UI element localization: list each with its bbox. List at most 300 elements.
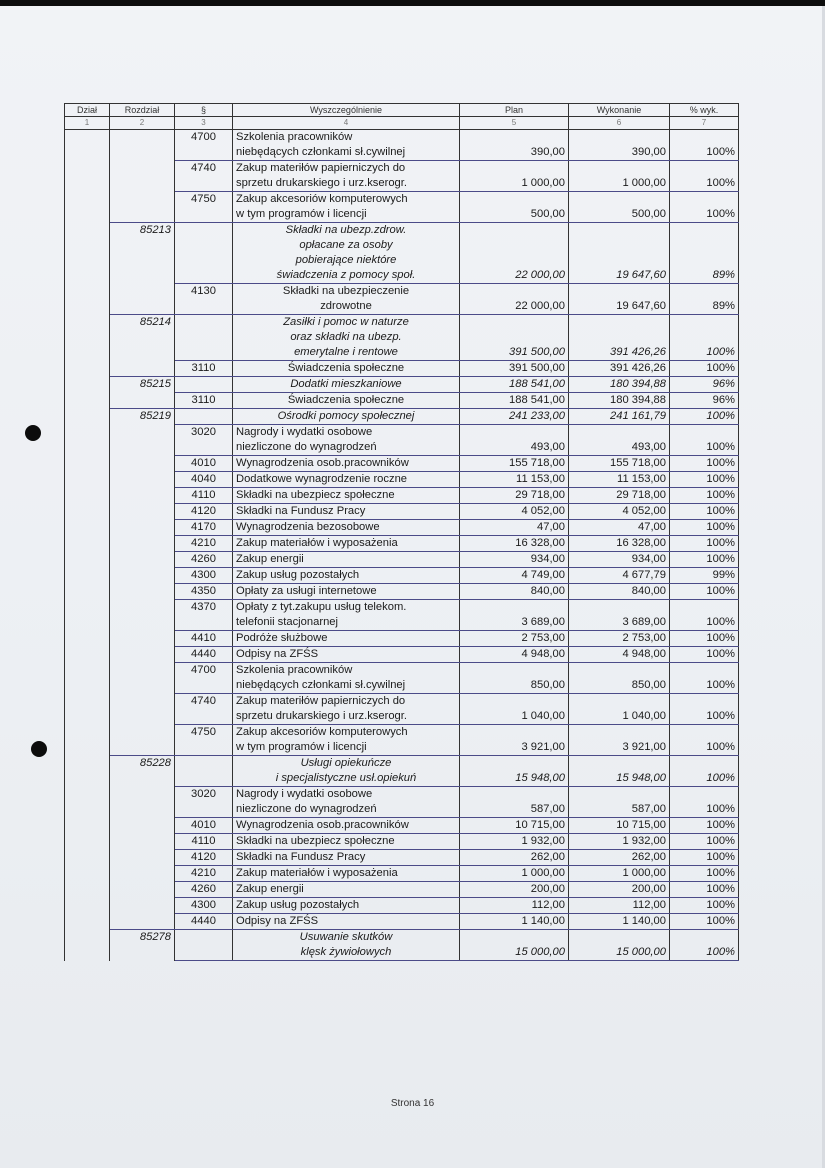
header-wyszczegolnienie: Wyszczególnienie — [233, 104, 460, 117]
cell-wykonanie: 4 948,00 — [569, 647, 670, 663]
cell-description — [233, 393, 460, 409]
description-line: Wynagrodzenia bezosobowe — [236, 521, 380, 533]
description-line: niebędących członkami sł.cywilnej — [236, 146, 406, 158]
cell-plan: 391 500,00 — [460, 315, 569, 361]
cell-paragraf — [175, 377, 233, 393]
table-row — [65, 882, 739, 898]
cell-wykonanie: 4 677,79 — [569, 568, 670, 584]
cell-rozdzial — [110, 647, 175, 663]
description-line: Zakup materiałów i wyposażenia — [236, 867, 398, 879]
cell-wykonanie: 15 000,00 — [569, 930, 670, 961]
cell-paragraf: 4300 — [175, 898, 233, 914]
cell-procent: 99% — [670, 568, 739, 584]
cell-procent: 100% — [670, 552, 739, 568]
budget-table — [64, 103, 739, 961]
cell-procent: 100% — [670, 756, 739, 787]
cell-description — [233, 425, 460, 456]
description-line: telefonii stacjonarnej — [236, 616, 338, 628]
page-number: Strona 16 — [390, 1098, 435, 1109]
table-row — [65, 898, 739, 914]
description-line: Zakup materiłów papierniczych do — [236, 162, 406, 174]
cell-dzial — [65, 315, 110, 361]
description-line: klęsk żywiołowych — [300, 946, 392, 958]
cell-wykonanie: 1 040,00 — [569, 694, 670, 725]
description-line: Składki na ubezpiecz społeczne — [236, 835, 395, 847]
cell-procent: 100% — [670, 584, 739, 600]
table-row-subtotal — [65, 377, 739, 393]
cell-paragraf: 4010 — [175, 456, 233, 472]
table-row — [65, 284, 739, 315]
cell-plan: 840,00 — [460, 584, 569, 600]
cell-dzial — [65, 130, 110, 161]
cell-procent: 100% — [670, 631, 739, 647]
cell-paragraf — [175, 315, 233, 361]
cell-rozdzial — [110, 600, 175, 631]
description-line: sprzetu drukarskiego i urz.kserogr. — [236, 710, 407, 722]
description-line: Podróże służbowe — [236, 632, 328, 644]
cell-description — [233, 725, 460, 756]
cell-rozdzial — [110, 456, 175, 472]
cell-plan: 29 718,00 — [460, 488, 569, 504]
cell-procent: 100% — [670, 600, 739, 631]
description-line: Składki na Fundusz Pracy — [236, 851, 366, 863]
table-row — [65, 393, 739, 409]
cell-wykonanie: 1 000,00 — [569, 161, 670, 192]
header-row — [65, 104, 739, 117]
cell-wykonanie: 934,00 — [569, 552, 670, 568]
cell-rozdzial — [110, 361, 175, 377]
punch-hole-icon — [31, 741, 47, 757]
table-row — [65, 520, 739, 536]
description-line: Zakup usług pozostałych — [236, 569, 360, 581]
cell-description — [233, 223, 460, 284]
cell-plan: 22 000,00 — [460, 223, 569, 284]
cell-wykonanie: 200,00 — [569, 882, 670, 898]
cell-wykonanie: 15 948,00 — [569, 756, 670, 787]
header-number-row — [65, 117, 739, 130]
description-line: niezliczone do wynagrodzeń — [236, 441, 377, 453]
cell-dzial — [65, 898, 110, 914]
description-line: Odpisy na ZFŚS — [236, 648, 319, 660]
table-row — [65, 600, 739, 631]
header-num: 6 — [569, 117, 670, 130]
cell-procent: 100% — [670, 192, 739, 223]
description-line: oraz składki na ubezp. — [290, 331, 402, 343]
cell-dzial — [65, 284, 110, 315]
cell-dzial — [65, 377, 110, 393]
cell-paragraf: 4370 — [175, 600, 233, 631]
cell-paragraf: 4210 — [175, 536, 233, 552]
cell-dzial — [65, 161, 110, 192]
cell-paragraf: 4440 — [175, 914, 233, 930]
cell-paragraf: 4700 — [175, 663, 233, 694]
description-line: Dodatki mieszkaniowe — [290, 378, 402, 390]
table-row — [65, 361, 739, 377]
cell-description — [233, 756, 460, 787]
cell-dzial — [65, 393, 110, 409]
cell-plan: 47,00 — [460, 520, 569, 536]
table-row — [65, 663, 739, 694]
cell-wykonanie: 587,00 — [569, 787, 670, 818]
cell-description — [233, 536, 460, 552]
description-line: Wynagrodzenia osob.pracowników — [236, 457, 409, 469]
cell-rozdzial — [110, 850, 175, 866]
cell-paragraf: 4410 — [175, 631, 233, 647]
table-row — [65, 472, 739, 488]
cell-plan: 200,00 — [460, 882, 569, 898]
header-dzial: Dział — [65, 104, 110, 117]
table-row — [65, 914, 739, 930]
table-row — [65, 834, 739, 850]
cell-description — [233, 568, 460, 584]
table-row — [65, 818, 739, 834]
cell-wykonanie: 390,00 — [569, 130, 670, 161]
cell-paragraf: 3020 — [175, 787, 233, 818]
header-plan: Plan — [460, 104, 569, 117]
cell-plan: 934,00 — [460, 552, 569, 568]
cell-rozdzial: 85213 — [110, 223, 175, 284]
cell-plan: 11 153,00 — [460, 472, 569, 488]
cell-description — [233, 866, 460, 882]
cell-description — [233, 409, 460, 425]
cell-paragraf — [175, 930, 233, 961]
description-line: sprzetu drukarskiego i urz.kserogr. — [236, 177, 407, 189]
cell-plan: 1 140,00 — [460, 914, 569, 930]
header-num: 1 — [65, 117, 110, 130]
cell-wykonanie: 3 689,00 — [569, 600, 670, 631]
description-line: Wynagrodzenia osob.pracowników — [236, 819, 409, 831]
cell-description — [233, 361, 460, 377]
description-line: opłacane za osoby — [299, 239, 393, 251]
cell-dzial — [65, 192, 110, 223]
cell-dzial — [65, 425, 110, 456]
cell-plan: 112,00 — [460, 898, 569, 914]
cell-procent: 96% — [670, 393, 739, 409]
cell-rozdzial: 85214 — [110, 315, 175, 361]
cell-description — [233, 694, 460, 725]
cell-wykonanie: 1 140,00 — [569, 914, 670, 930]
cell-paragraf: 4210 — [175, 866, 233, 882]
cell-wykonanie: 4 052,00 — [569, 504, 670, 520]
description-line: pobierające niektóre — [295, 254, 397, 266]
description-line: w tym programów i licencji — [236, 208, 367, 220]
description-line: Odpisy na ZFŚS — [236, 915, 319, 927]
description-line: Świadczenia społeczne — [287, 362, 405, 374]
header-num: 5 — [460, 117, 569, 130]
cell-rozdzial — [110, 725, 175, 756]
cell-plan: 500,00 — [460, 192, 569, 223]
table-body — [65, 130, 739, 961]
cell-description — [233, 850, 460, 866]
cell-procent: 100% — [670, 647, 739, 663]
cell-description — [233, 161, 460, 192]
cell-plan: 241 233,00 — [460, 409, 569, 425]
table-row — [65, 192, 739, 223]
cell-description — [233, 504, 460, 520]
cell-procent: 100% — [670, 694, 739, 725]
cell-wykonanie: 493,00 — [569, 425, 670, 456]
cell-rozdzial — [110, 818, 175, 834]
cell-description — [233, 472, 460, 488]
cell-dzial — [65, 647, 110, 663]
table-row — [65, 584, 739, 600]
description-line: Zakup materiałów i wyposażenia — [236, 537, 398, 549]
cell-procent: 96% — [670, 377, 739, 393]
cell-description — [233, 818, 460, 834]
cell-plan: 1 040,00 — [460, 694, 569, 725]
cell-dzial — [65, 631, 110, 647]
cell-plan: 15 948,00 — [460, 756, 569, 787]
cell-wykonanie: 16 328,00 — [569, 536, 670, 552]
cell-rozdzial — [110, 568, 175, 584]
cell-dzial — [65, 850, 110, 866]
cell-procent: 89% — [670, 284, 739, 315]
header-num: 2 — [110, 117, 175, 130]
cell-rozdzial — [110, 552, 175, 568]
cell-wykonanie: 47,00 — [569, 520, 670, 536]
header-paragraf: § — [175, 104, 233, 117]
cell-plan: 493,00 — [460, 425, 569, 456]
table-row — [65, 866, 739, 882]
cell-wykonanie: 500,00 — [569, 192, 670, 223]
cell-description — [233, 130, 460, 161]
header-rozdzial: Rozdział — [110, 104, 175, 117]
cell-dzial — [65, 663, 110, 694]
cell-dzial — [65, 552, 110, 568]
cell-rozdzial: 85228 — [110, 756, 175, 787]
description-line: Zakup materiłów papierniczych do — [236, 695, 406, 707]
cell-description — [233, 787, 460, 818]
cell-wykonanie: 850,00 — [569, 663, 670, 694]
description-line: Zakup energii — [236, 553, 304, 565]
description-line: niebędących członkami sł.cywilnej — [236, 679, 406, 691]
cell-paragraf: 4110 — [175, 488, 233, 504]
cell-plan: 155 718,00 — [460, 456, 569, 472]
cell-wykonanie: 155 718,00 — [569, 456, 670, 472]
cell-dzial — [65, 882, 110, 898]
cell-description — [233, 898, 460, 914]
cell-procent: 100% — [670, 882, 739, 898]
cell-paragraf: 4300 — [175, 568, 233, 584]
cell-plan: 4 749,00 — [460, 568, 569, 584]
cell-rozdzial — [110, 284, 175, 315]
table-row — [65, 130, 739, 161]
cell-plan: 587,00 — [460, 787, 569, 818]
cell-wykonanie: 3 921,00 — [569, 725, 670, 756]
cell-plan: 1 000,00 — [460, 161, 569, 192]
description-line: Zakup akcesoriów komputerowych — [236, 193, 408, 205]
cell-plan: 1 000,00 — [460, 866, 569, 882]
cell-procent: 89% — [670, 223, 739, 284]
description-line: Nagrody i wydatki osobowe — [236, 788, 373, 800]
description-line: Opłaty z tyt.zakupu usług telekom. — [236, 601, 407, 613]
cell-plan: 262,00 — [460, 850, 569, 866]
cell-description — [233, 377, 460, 393]
description-line: Zakup usług pozostałych — [236, 899, 360, 911]
cell-dzial — [65, 914, 110, 930]
cell-procent: 100% — [670, 834, 739, 850]
description-line: Składki na Fundusz Pracy — [236, 505, 366, 517]
cell-rozdzial — [110, 866, 175, 882]
cell-description — [233, 584, 460, 600]
cell-description — [233, 914, 460, 930]
description-line: zdrowotne — [320, 300, 372, 312]
cell-rozdzial — [110, 787, 175, 818]
cell-plan: 2 753,00 — [460, 631, 569, 647]
table-row — [65, 488, 739, 504]
cell-paragraf: 4750 — [175, 725, 233, 756]
cell-wykonanie: 840,00 — [569, 584, 670, 600]
cell-rozdzial — [110, 898, 175, 914]
cell-procent: 100% — [670, 456, 739, 472]
description-line: Składki na ubezpiecz społeczne — [236, 489, 395, 501]
cell-procent: 100% — [670, 850, 739, 866]
cell-procent: 100% — [670, 504, 739, 520]
cell-wykonanie: 1 000,00 — [569, 866, 670, 882]
description-line: Zakup akcesoriów komputerowych — [236, 726, 408, 738]
table-row — [65, 504, 739, 520]
cell-paragraf: 4110 — [175, 834, 233, 850]
cell-paragraf: 4740 — [175, 694, 233, 725]
table-row — [65, 536, 739, 552]
cell-wykonanie: 29 718,00 — [569, 488, 670, 504]
cell-dzial — [65, 600, 110, 631]
punch-hole-icon — [25, 425, 41, 441]
cell-paragraf: 4120 — [175, 504, 233, 520]
cell-rozdzial — [110, 663, 175, 694]
cell-dzial — [65, 361, 110, 377]
cell-description — [233, 631, 460, 647]
cell-rozdzial — [110, 834, 175, 850]
cell-paragraf: 3020 — [175, 425, 233, 456]
table-row — [65, 647, 739, 663]
header-num: 3 — [175, 117, 233, 130]
cell-wykonanie: 11 153,00 — [569, 472, 670, 488]
cell-rozdzial — [110, 425, 175, 456]
cell-paragraf: 3110 — [175, 393, 233, 409]
cell-dzial — [65, 568, 110, 584]
cell-procent: 100% — [670, 787, 739, 818]
cell-paragraf: 4260 — [175, 552, 233, 568]
cell-procent: 100% — [670, 866, 739, 882]
cell-description — [233, 663, 460, 694]
cell-wykonanie: 10 715,00 — [569, 818, 670, 834]
cell-dzial — [65, 834, 110, 850]
cell-wykonanie: 180 394,88 — [569, 393, 670, 409]
cell-dzial — [65, 520, 110, 536]
cell-dzial — [65, 504, 110, 520]
cell-rozdzial: 85215 — [110, 377, 175, 393]
cell-dzial — [65, 409, 110, 425]
description-line: Nagrody i wydatki osobowe — [236, 426, 373, 438]
cell-description — [233, 834, 460, 850]
table-header — [65, 104, 739, 130]
cell-procent: 100% — [670, 725, 739, 756]
cell-wykonanie: 262,00 — [569, 850, 670, 866]
description-line: świadczenia z pomocy społ. — [276, 269, 416, 281]
cell-dzial — [65, 536, 110, 552]
cell-paragraf: 4350 — [175, 584, 233, 600]
cell-rozdzial — [110, 631, 175, 647]
table-row — [65, 161, 739, 192]
description-line: Świadczenia społeczne — [287, 394, 405, 406]
cell-wykonanie: 19 647,60 — [569, 284, 670, 315]
table-row — [65, 694, 739, 725]
cell-dzial — [65, 725, 110, 756]
cell-paragraf: 4010 — [175, 818, 233, 834]
cell-rozdzial — [110, 161, 175, 192]
cell-rozdzial — [110, 393, 175, 409]
table-row-subtotal — [65, 315, 739, 361]
cell-paragraf: 3110 — [175, 361, 233, 377]
cell-paragraf: 4440 — [175, 647, 233, 663]
cell-paragraf: 4750 — [175, 192, 233, 223]
cell-description — [233, 456, 460, 472]
cell-rozdzial — [110, 130, 175, 161]
cell-wykonanie: 180 394,88 — [569, 377, 670, 393]
description-line: emerytalne i rentowe — [294, 346, 398, 358]
cell-procent: 100% — [670, 472, 739, 488]
cell-rozdzial — [110, 488, 175, 504]
cell-description — [233, 930, 460, 961]
table-row-subtotal — [65, 223, 739, 284]
cell-wykonanie: 2 753,00 — [569, 631, 670, 647]
table-row — [65, 425, 739, 456]
cell-rozdzial — [110, 472, 175, 488]
cell-procent: 100% — [670, 898, 739, 914]
cell-plan: 16 328,00 — [460, 536, 569, 552]
table-row-subtotal — [65, 756, 739, 787]
cell-plan: 3 689,00 — [460, 600, 569, 631]
description-line: Dodatkowe wynagrodzenie roczne — [236, 473, 408, 485]
cell-procent: 100% — [670, 409, 739, 425]
table-row — [65, 850, 739, 866]
cell-plan: 391 500,00 — [460, 361, 569, 377]
cell-plan: 1 932,00 — [460, 834, 569, 850]
description-line: Ośrodki pomocy społecznej — [277, 410, 415, 422]
cell-description — [233, 315, 460, 361]
header-num: 4 — [233, 117, 460, 130]
cell-wykonanie: 241 161,79 — [569, 409, 670, 425]
cell-dzial — [65, 866, 110, 882]
table-row — [65, 568, 739, 584]
cell-description — [233, 488, 460, 504]
table-row — [65, 631, 739, 647]
cell-paragraf: 4120 — [175, 850, 233, 866]
cell-wykonanie: 112,00 — [569, 898, 670, 914]
cell-wykonanie: 19 647,60 — [569, 223, 670, 284]
description-line: niezliczone do wynagrodzeń — [236, 803, 377, 815]
cell-procent: 100% — [670, 488, 739, 504]
cell-procent: 100% — [670, 520, 739, 536]
cell-rozdzial — [110, 192, 175, 223]
description-line: Zakup energii — [236, 883, 304, 895]
table-row — [65, 552, 739, 568]
cell-dzial — [65, 456, 110, 472]
cell-rozdzial: 85219 — [110, 409, 175, 425]
cell-rozdzial — [110, 882, 175, 898]
cell-plan: 390,00 — [460, 130, 569, 161]
description-line: i specjalistyczne usł.opiekuń — [275, 772, 417, 784]
description-line: w tym programów i licencji — [236, 741, 367, 753]
cell-dzial — [65, 584, 110, 600]
cell-description — [233, 552, 460, 568]
cell-rozdzial — [110, 536, 175, 552]
cell-procent: 100% — [670, 425, 739, 456]
cell-paragraf: 4170 — [175, 520, 233, 536]
cell-paragraf — [175, 756, 233, 787]
cell-rozdzial — [110, 504, 175, 520]
